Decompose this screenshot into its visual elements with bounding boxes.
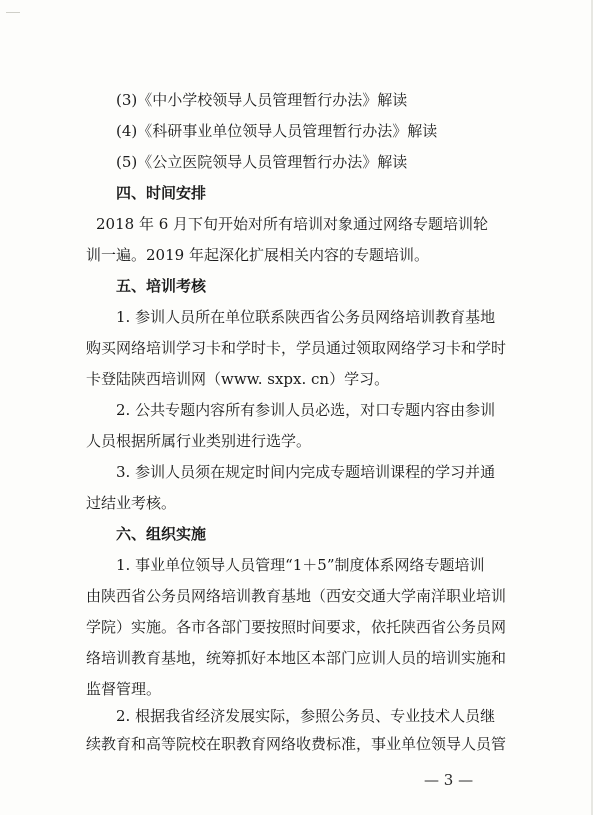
paragraph-line: 过结业考核。	[86, 494, 177, 512]
paragraph-line: 人员根据所属行业类别进行选学。	[86, 432, 312, 450]
list-item-5: (5)《公立医院领导人员管理暂行办法》解读	[116, 153, 408, 171]
paragraph-line: 购买网络培训学习卡和学时卡，学员通过领取网络学习卡和学时	[86, 339, 507, 357]
paragraph-line: 1. 参训人员所在单位联系陕西省公务员网络培训教育基地	[116, 308, 496, 326]
paragraph-line: 2. 公共专题内容所有参训人员必选，对口专题内容由参训	[116, 401, 496, 419]
list-item-3: (3)《中小学校领导人员管理暂行办法》解读	[116, 91, 408, 109]
section-heading-implementation: 六、组织实施	[116, 525, 207, 543]
paragraph-line: 2. 根据我省经济发展实际，参照公务员、专业技术人员继	[116, 707, 496, 725]
paragraph-line: 2018 年 6 月下旬开始对所有培训对象通过网络专题培训轮	[96, 215, 489, 233]
section-heading-assessment: 五、培训考核	[116, 277, 207, 295]
paragraph-line: 续教育和高等院校在职教育网络收费标准，事业单位领导人员管	[86, 735, 507, 753]
paragraph-line: 学院）实施。各市各部门要按照时间要求，依托陕西省公务员网	[86, 618, 507, 636]
paragraph-line: 3. 参训人员须在规定时间内完成专题培训课程的学习并通	[116, 463, 496, 481]
paragraph-line: 卡登陆陕西培训网（www. sxpx. cn）学习。	[86, 370, 390, 388]
list-item-4: (4)《科研事业单位领导人员管理暂行办法》解读	[116, 122, 438, 140]
paragraph-line: 络培训教育基地，统筹抓好本地区本部门应训人员的培训实施和	[86, 649, 507, 667]
paragraph-line: 监督管理。	[86, 680, 162, 698]
scan-corner-mark	[6, 2, 20, 13]
paragraph-line: 由陕西省公务员网络培训教育基地（西安交通大学南洋职业培训	[86, 587, 507, 605]
paragraph-line: 1. 事业单位领导人员管理“1＋5”制度体系网络专题培训	[116, 556, 485, 574]
paragraph-line: 训一遍。2019 年起深化扩展相关内容的专题培训。	[86, 246, 429, 264]
section-heading-schedule: 四、时间安排	[116, 184, 207, 202]
page-number: — 3 —	[424, 771, 474, 789]
